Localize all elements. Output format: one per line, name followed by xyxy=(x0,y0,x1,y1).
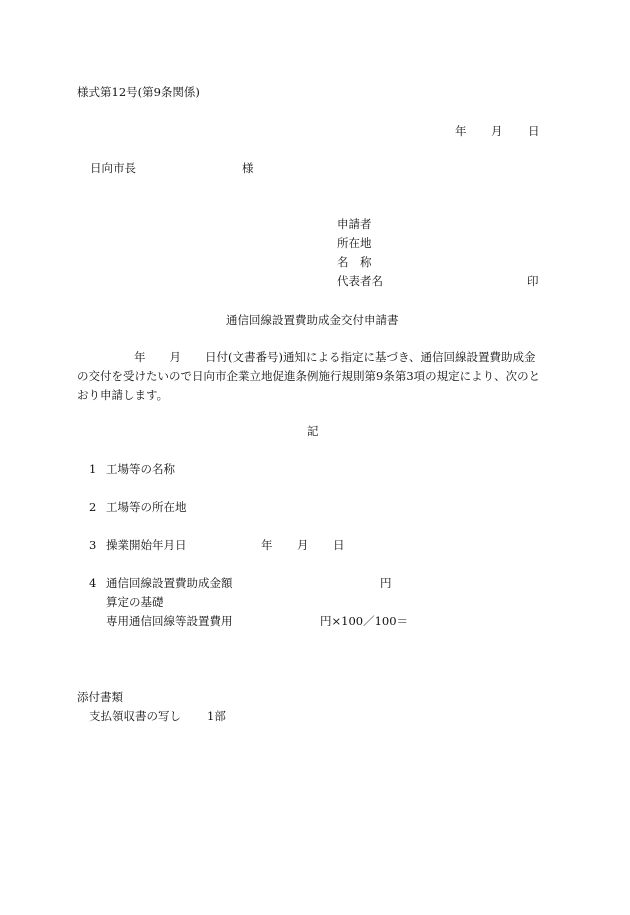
date-month-label: 月 xyxy=(491,124,503,138)
item-4-unit: 円 xyxy=(380,576,392,590)
body-month-label: 月 xyxy=(169,350,181,364)
applicant-address-label: 所在地 xyxy=(337,236,372,250)
body-line-1 xyxy=(77,348,547,367)
item-4-formula-label: 専用通信回線等設置費用 xyxy=(106,614,233,628)
item-4-basis-label: 算定の基礎 xyxy=(106,595,164,609)
item-1-label: 工場等の名称 xyxy=(106,462,175,476)
body-line-2: の交付を受けたいので日向市企業立地促進条例施行規則第9条第3項の規定により、次のと xyxy=(77,369,541,383)
applicant-name-label: 名 称 xyxy=(337,255,372,269)
item-1-number: 1 xyxy=(89,462,97,476)
form-number: 様式第12号(第9条関係) xyxy=(77,85,200,99)
body-year-label: 年 xyxy=(134,350,146,364)
body-line-1-text: 日付(文書番号)通知による指定に基づき、通信回線設置費助成金 xyxy=(205,350,536,364)
applicant-representative-label: 代表者名 xyxy=(337,274,383,288)
item-4-number: 4 xyxy=(89,576,97,590)
date-year-label: 年 xyxy=(455,124,467,138)
item-3-day-label: 日 xyxy=(333,538,345,552)
body-paragraph xyxy=(77,348,547,405)
item-4-formula: 円×100／100＝ xyxy=(320,614,409,628)
addressee-honorific: 様 xyxy=(242,161,254,175)
ki-heading: 記 xyxy=(307,424,319,438)
applicant-label: 申請者 xyxy=(337,217,372,231)
attachment-item-count: 1部 xyxy=(207,709,226,723)
item-3-year-label: 年 xyxy=(261,538,273,552)
date-day-label: 日 xyxy=(528,124,540,138)
item-3-number: 3 xyxy=(89,538,97,552)
addressee-name: 日向市長 xyxy=(90,161,136,175)
document-title: 通信回線設置費助成金交付申請書 xyxy=(226,313,399,327)
item-3-label: 操業開始年月日 xyxy=(106,538,187,552)
item-4-label: 通信回線設置費助成金額 xyxy=(106,576,233,590)
item-2-number: 2 xyxy=(89,500,97,514)
attachment-item-label: 支払領収書の写し xyxy=(89,709,181,723)
item-3-month-label: 月 xyxy=(297,538,309,552)
body-line-3: おり申請します。 xyxy=(77,388,169,402)
item-2-label: 工場等の所在地 xyxy=(106,500,187,514)
attachments-heading: 添付書類 xyxy=(77,690,123,704)
seal-mark: 印 xyxy=(527,274,539,288)
